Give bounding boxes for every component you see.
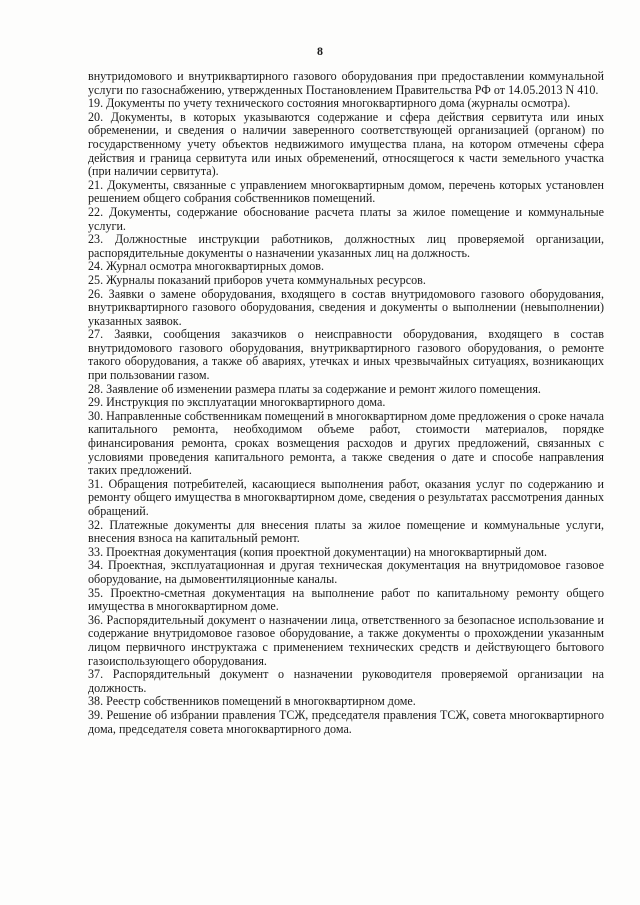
paragraph-25: 25. Журналы показаний приборов учета коммунальных ресурсов. [88,272,426,287]
paragraph-30: 30. Направленные собственникам помещений в многоквартирном доме предложения о сроке начала капитального ремонта, необходимом объеме работ, стоимости материалов, порядке финансирования ремонта, сроках возмещения расходов и других предложений, связанных с условиями проведения капитального ремонта, а также сведения о дате и способе направления таких предложений. [88,408,604,478]
paragraph-32: 32. Платежные документы для внесения платы за жилое помещение и коммунальные услуги, внесения взноса на капитальный ремонт. [88,517,604,546]
paragraph-37: 37. Распорядительный документ о назначении руководителя проверяемой организации на должность. [88,667,604,695]
paragraph-24: 24. Журнал осмотра многоквартирных домов. [88,259,325,274]
paragraph-continuation-18: внутридомового и внутриквартирного газового оборудования при предоставлении коммунальной услуги по газоснабжению, утвержденных Постановлением Правительства РФ от 14.05.2013 N 410. [88,69,604,97]
paragraph-23: 23. Должностные инструкции работников, должностных лиц проверяемой организации, распорядительные документы о назначении указанных лиц на должность. [88,232,604,260]
document-body [88,70,604,736]
paragraph-31: 31. Обращения потребителей, касающиеся выполнения работ, оказания услуг по содержанию и ремонту общего имущества в многоквартирном доме, сведения о результатах рассмотрения данных обращений. [88,476,604,518]
paragraph-26: 26. Заявки о замене оборудования, входящего в состав внутридомового газового оборудования, внутриквартирного газового оборудования, сведения и документы о выполнении (невыполнении) указанных заявок. [88,286,604,328]
paragraph-29: 29. Инструкция по эксплуатации многоквартирного дома. [88,395,386,410]
paragraph-21: 21. Документы, связанные с управлением многоквартирным домом, перечень которых установлен решением общего собрания собственников помещений. [88,177,604,206]
paragraph-36: 36. Распорядительный документ о назначении лица, ответственного за безопасное использование и содержание внутридомовое газовое оборудование, а также документы о прохождении указанным лицом первичного инструктажа с применением технических средств и действующего бытового газоиспользующего оборудования. [88,612,604,668]
paragraph-33: 33. Проектная документация (копия проектной документации) на многоквартирный дом. [88,544,548,559]
paragraph-20: 20. Документы, в которых указываются содержание и сфера действия сервитута или иных обременении, и сведения о наличии заверенного соответствующей организацией (органом) по государственному учету объектов недвижимого имущества плана, на котором отмечены сфера действия и граница сервитута или иных обременений, относящегося к части земельного участка (при наличии сервитута). [88,109,604,179]
paragraph-19: 19. Документы по учету технического состояния многоквартирного дома (журналы осмотра). [88,96,571,111]
paragraph-22: 22. Документы, содержание обоснование расчета платы за жилое помещение и коммунальные услуги. [88,204,604,233]
paragraph-27: 27. Заявки, сообщения заказчиков о неисправности оборудования, входящего в состав внутридомового газового оборудования, внутриквартирного газового оборудования, о ремонте такого оборудования, а также об авариях, утечках и иных чрезвычайных ситуациях, возникающих при пользовании газом. [88,327,604,383]
paragraph-38: 38. Реестр собственников помещений в многоквартирном доме. [88,694,416,709]
paragraph-34: 34. Проектная, эксплуатационная и другая техническая документация на внутридомовое газовое оборудование, на дымовентиляционные каналы. [88,558,604,586]
paragraph-39: 39. Решение об избрании правления ТСЖ, председателя правления ТСЖ, совета многоквартирного дома, председателя совета многоквартирного дома. [88,707,604,736]
paragraph-28: 28. Заявление об изменении размера платы за содержание и ремонт жилого помещения. [88,381,541,396]
paragraph-35: 35. Проектно-сметная документация на выполнение работ по капитальному ремонту общего имущества в многоквартирном доме. [88,585,604,614]
page-number: 8 [317,44,323,58]
